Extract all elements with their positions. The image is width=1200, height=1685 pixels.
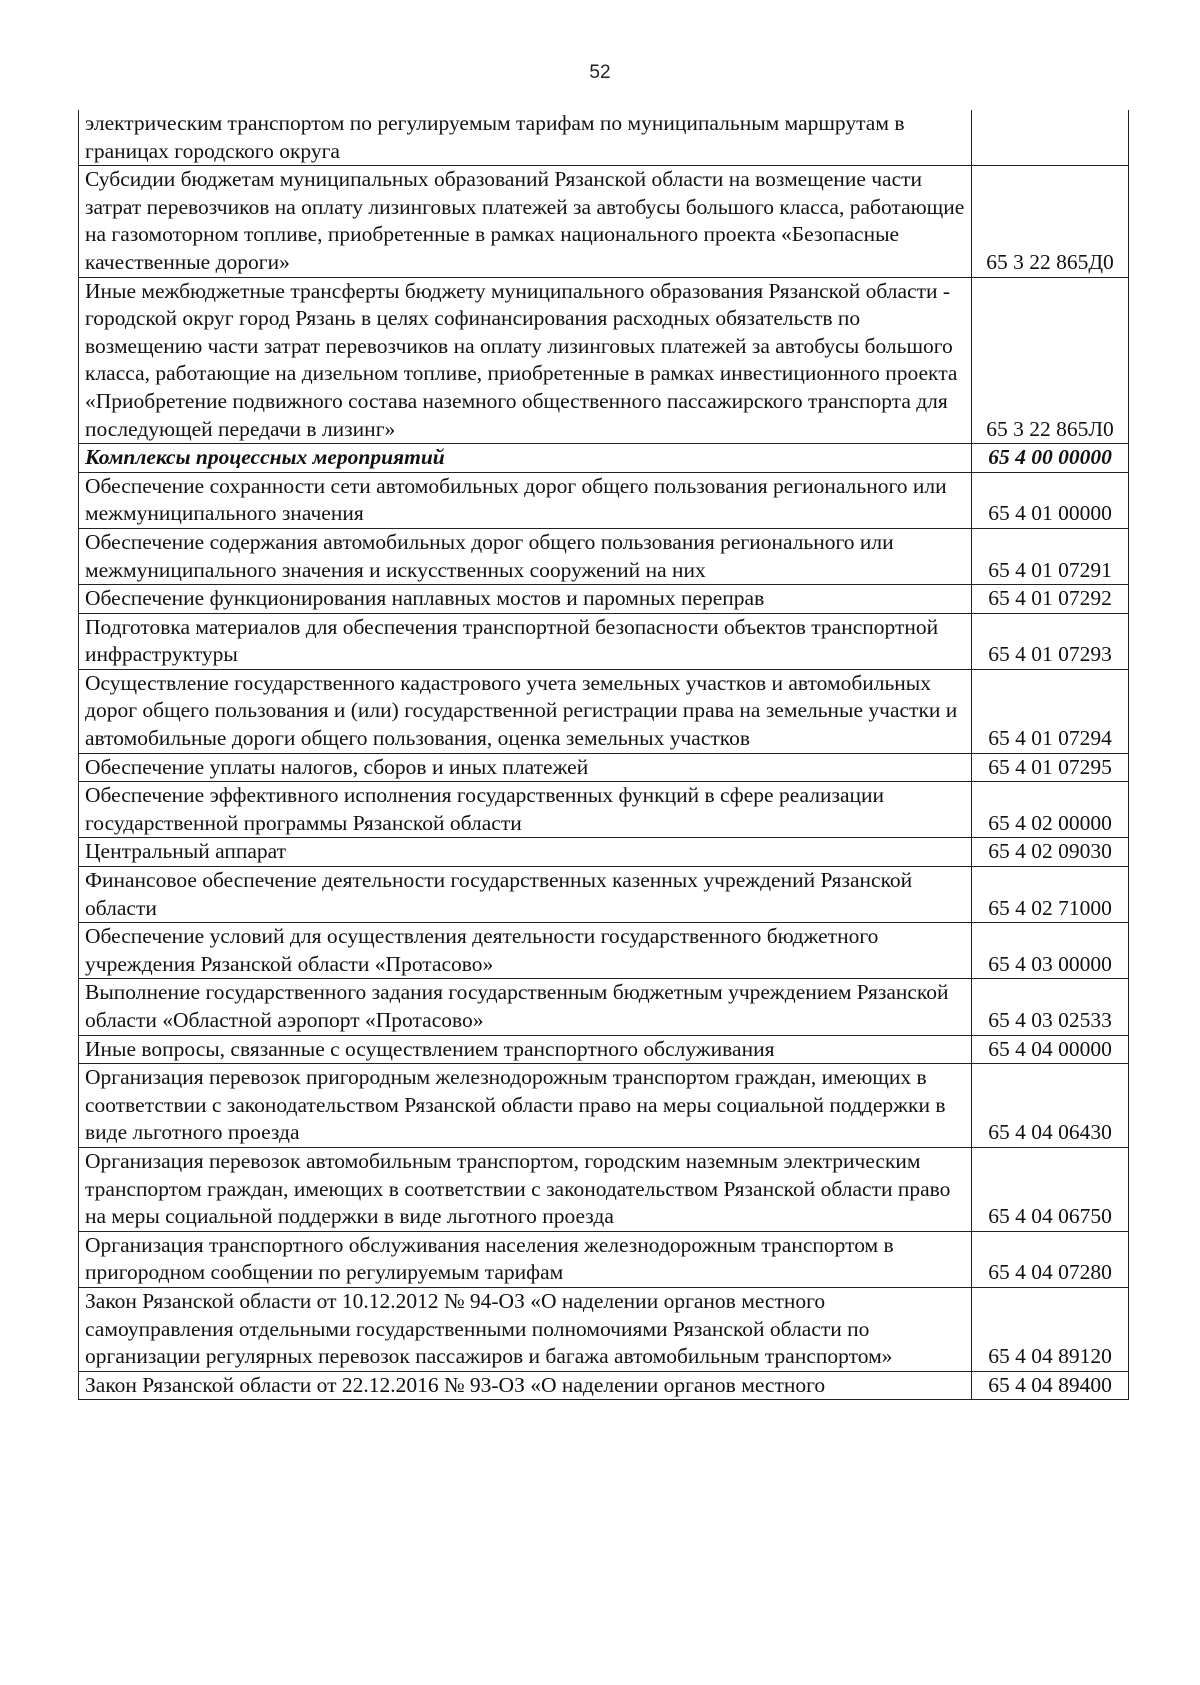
row-code: 65 4 03 00000 <box>972 923 1129 979</box>
row-code: 65 4 01 07293 <box>972 613 1129 669</box>
row-code: 65 3 22 865Л0 <box>972 277 1129 444</box>
table-row <box>79 1147 1129 1231</box>
page-number: 52 <box>589 62 611 83</box>
row-description: Обеспечение эффективного исполнения государственных функций в сфере реализации государственной программы Рязанской области <box>79 782 972 838</box>
row-description: Подготовка материалов для обеспечения транспортной безопасности объектов транспортной инфраструктуры <box>79 613 972 669</box>
budget-classification-table <box>78 110 1129 1400</box>
table-row <box>79 1371 1129 1400</box>
table-row <box>79 923 1129 979</box>
row-description: Осуществление государственного кадастрового учета земельных участков и автомобильных дорог общего пользования и (или) государственной регистрации права на земельные участки и автомобильные дороги общего пользования, оценка земельных участков <box>79 669 972 753</box>
table-row <box>79 838 1129 867</box>
table-row <box>79 669 1129 753</box>
table-row <box>79 585 1129 614</box>
table-row <box>79 753 1129 782</box>
table-row <box>79 1064 1129 1148</box>
row-code: 65 4 01 00000 <box>972 472 1129 528</box>
table-row <box>79 472 1129 528</box>
table-row <box>79 613 1129 669</box>
table-row <box>79 1231 1129 1287</box>
row-code: 65 4 04 89400 <box>972 1371 1129 1400</box>
row-description: Организация перевозок автомобильным транспортом, городским наземным электрическим транспортом граждан, имеющих в соответствии с законодательством Рязанской области право на меры социальной поддержки в виде льготного проезда <box>79 1147 972 1231</box>
row-description: Обеспечение содержания автомобильных дорог общего пользования регионального или межмуниципального значения и искусственных сооружений на них <box>79 528 972 584</box>
row-description: Субсидии бюджетам муниципальных образований Рязанской области на возмещение части затрат перевозчиков на оплату лизинговых платежей за автобусы большого класса, работающие на газомоторном топливе, приобретенные в рамках национального проекта «Безопасные качественные дороги» <box>79 166 972 277</box>
table-row <box>79 782 1129 838</box>
section-title: Комплексы процессных мероприятий <box>79 444 972 473</box>
row-code: 65 4 04 07280 <box>972 1231 1129 1287</box>
row-description: Организация перевозок пригородным железнодорожным транспортом граждан, имеющих в соответствии с законодательством Рязанской области право на меры социальной поддержки в виде льготного проезда <box>79 1064 972 1148</box>
table-row <box>79 110 1129 166</box>
row-description: Обеспечение уплаты налогов, сборов и иных платежей <box>79 753 972 782</box>
row-description: Иные вопросы, связанные с осуществлением транспортного обслуживания <box>79 1035 972 1064</box>
row-description: Иные межбюджетные трансферты бюджету муниципального образования Рязанской области - городской округ город Рязань в целях софинансирования расходных обязательств по возмещению части затрат перевозчиков на оплату лизинговых платежей за автобусы большого класса, работающие на дизельном топливе, приобретенные в рамках инвестиционного проекта «Приобретение подвижного состава наземного общественного пассажирского транспорта для последующей передачи в лизинг» <box>79 277 972 444</box>
row-code: 65 4 02 71000 <box>972 867 1129 923</box>
row-code: 65 4 01 07291 <box>972 528 1129 584</box>
row-description: Выполнение государственного задания государственным бюджетным учреждением Рязанской области «Областной аэропорт «Протасово» <box>79 979 972 1035</box>
row-code: 65 4 01 07292 <box>972 585 1129 614</box>
section-code: 65 4 00 00000 <box>972 444 1129 473</box>
row-description: Обеспечение функционирования наплавных мостов и паромных переправ <box>79 585 972 614</box>
row-code: 65 4 04 00000 <box>972 1035 1129 1064</box>
row-code: 65 4 04 06430 <box>972 1064 1129 1148</box>
row-description: Организация транспортного обслуживания населения железнодорожным транспортом в пригородном сообщении по регулируемым тарифам <box>79 1231 972 1287</box>
row-description: Финансовое обеспечение деятельности государственных казенных учреждений Рязанской области <box>79 867 972 923</box>
table-row <box>79 867 1129 923</box>
table-row <box>79 979 1129 1035</box>
row-description: электрическим транспортом по регулируемым тарифам по муниципальным маршрутам в границах городского округа <box>79 110 972 166</box>
section-header-row <box>79 444 1129 473</box>
table-row <box>79 277 1129 444</box>
row-code: 65 4 04 89120 <box>972 1287 1129 1371</box>
table-row <box>79 1287 1129 1371</box>
row-description: Обеспечение сохранности сети автомобильных дорог общего пользования регионального или межмуниципального значения <box>79 472 972 528</box>
row-description: Закон Рязанской области от 10.12.2012 № 94-ОЗ «О наделении органов местного самоуправления отдельными государственными полномочиями Рязанской области по организации регулярных перевозок пассажиров и багажа автомобильным транспортом» <box>79 1287 972 1371</box>
row-code: 65 4 01 07294 <box>972 669 1129 753</box>
table-row <box>79 528 1129 584</box>
row-code: 65 4 03 02533 <box>972 979 1129 1035</box>
table-row <box>79 166 1129 277</box>
row-code: 65 4 02 09030 <box>972 838 1129 867</box>
row-code: 65 4 02 00000 <box>972 782 1129 838</box>
row-code: 65 4 01 07295 <box>972 753 1129 782</box>
row-code: 65 4 04 06750 <box>972 1147 1129 1231</box>
row-code: 65 3 22 865Д0 <box>972 166 1129 277</box>
row-description: Центральный аппарат <box>79 838 972 867</box>
row-description: Обеспечение условий для осуществления деятельности государственного бюджетного учреждения Рязанской области «Протасово» <box>79 923 972 979</box>
row-description: Закон Рязанской области от 22.12.2016 № 93-ОЗ «О наделении органов местного <box>79 1371 972 1400</box>
row-code <box>972 110 1129 166</box>
table-row <box>79 1035 1129 1064</box>
